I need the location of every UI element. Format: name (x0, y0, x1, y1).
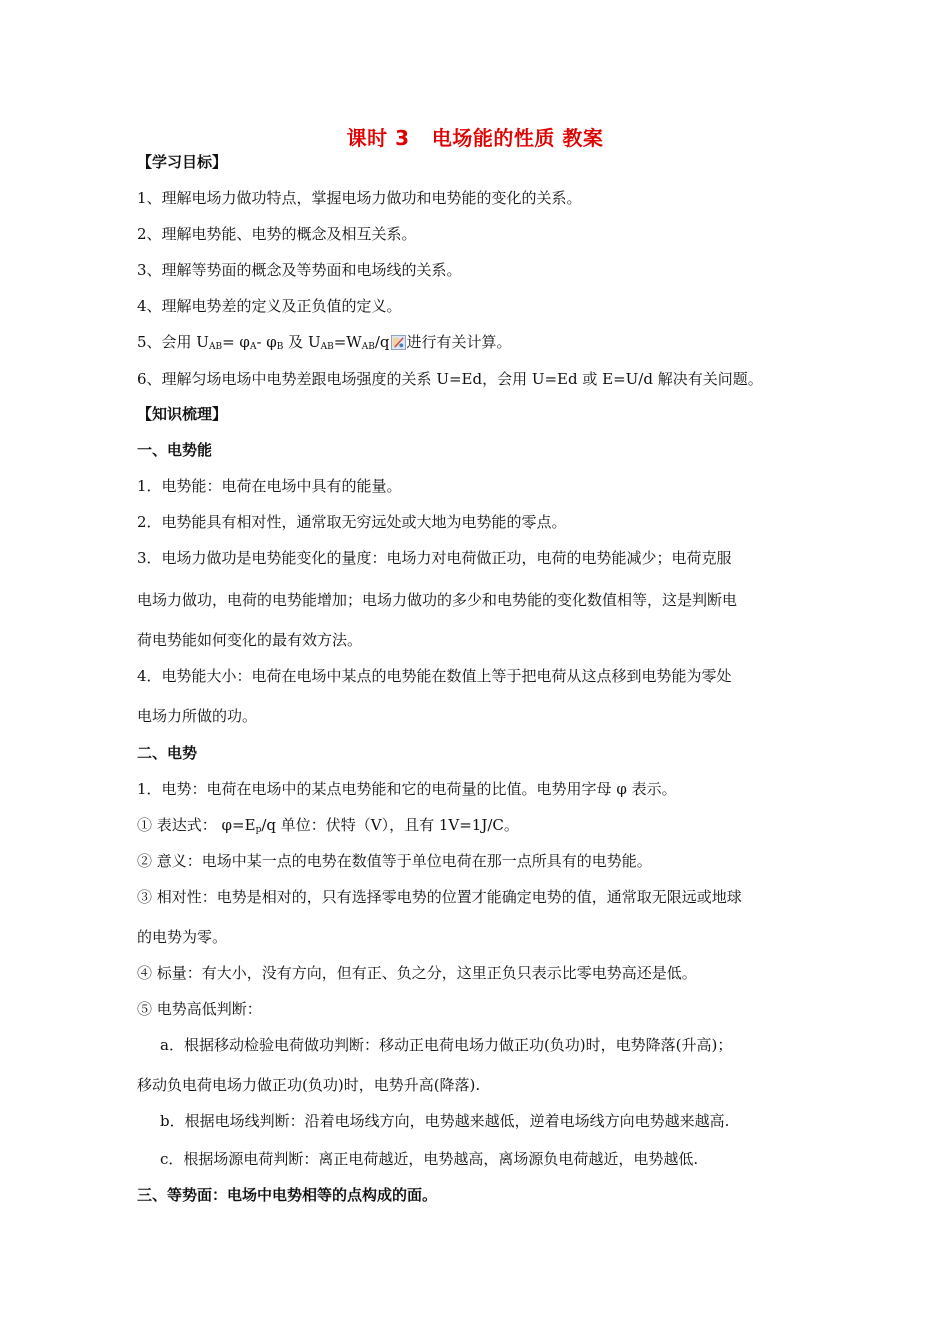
paragraph-line: a．根据移动检验电荷做功判断：移动正电荷电场力做正功(负功)时，电势降落(升高)； (160, 1036, 733, 1054)
paragraph-line: ⑤ 电势高低判断： (137, 1000, 262, 1018)
paragraph-line: 2．电势能具有相对性，通常取无穷远处或大地为电势能的零点。 (137, 513, 567, 531)
section-heading: 一、电势能 (137, 441, 213, 459)
goal-item: 2、理解电势能、电势的概念及相互关系。 (137, 225, 417, 243)
goal-item: 3、理解等势面的概念及等势面和电场线的关系。 (137, 261, 462, 279)
formula-text: =W (333, 333, 362, 351)
paragraph-line: 1．电势：电荷在电场中的某点电势能和它的电荷量的比值。电势用字母 φ 表示。 (137, 780, 677, 798)
formula-subscript: p (255, 825, 262, 835)
formula-text: ① 表达式： φ=E (137, 816, 256, 834)
paragraph-line: c．根据场源电荷判断：离正电荷越近，电势越高，离场源负电荷越近，电势越低. (160, 1150, 699, 1168)
paragraph-line: 4．电势能大小：电荷在电场中某点的电势能在数值上等于把电荷从这点移到电势能为零处 (137, 667, 732, 685)
paragraph-line: b．根据电场线判断：沿着电场线方向，电势越来越低，逆着电场线方向电势越来越高. (160, 1112, 730, 1130)
review-heading: 【知识梳理】 (137, 405, 228, 423)
formula-text: 进行有关计算。 (406, 333, 512, 351)
formula-subscript: AB (361, 342, 375, 352)
formula-subscript: B (276, 342, 284, 352)
paragraph-line: 1．电势能：电荷在电场中具有的能量。 (137, 477, 402, 495)
paragraph-line: ③ 相对性：电势是相对的，只有选择零电势的位置才能确定电势的值，通常取无限远或地球 (137, 888, 742, 906)
formula-text: /q (374, 333, 390, 351)
formula-text: - φ (256, 333, 277, 351)
page-title: 课时 3 电场能的性质 教案 (346, 126, 604, 150)
paragraph-line: 3．电场力做功是电势能变化的量度：电场力对电荷做正功，电荷的电势能减少；电荷克服 (137, 549, 732, 567)
goals-heading: 【学习目标】 (137, 153, 228, 171)
paragraph-line: 荷电势能如何变化的最有效方法。 (137, 631, 363, 649)
paragraph-line: 电场力所做的功。 (137, 707, 258, 725)
formula-text: 5、会用 U (137, 333, 209, 351)
goal-item: 1、理解电场力做功特点，掌握电场力做功和电势能的变化的关系。 (137, 189, 582, 207)
formula-subscript: AB (320, 342, 334, 352)
paragraph-line: 的电势为零。 (137, 928, 228, 946)
section-heading: 三、等势面：电场中电势相等的点构成的面。 (137, 1186, 438, 1204)
paragraph-line: ② 意义：电场中某一点的电势在数值等于单位电荷在那一点所具有的电势能。 (137, 852, 652, 870)
formula-text: /q 单位：伏特（V），且有 1V=1J/C。 (261, 816, 519, 834)
embedded-image-icon (391, 335, 406, 350)
formula-text: = φ (222, 333, 250, 351)
paragraph-line: 电场力做功，电荷的电势能增加；电场力做功的多少和电势能的变化数值相等，这是判断电 (137, 591, 738, 609)
goal-item: 4、理解电势差的定义及正负值的定义。 (137, 297, 402, 315)
section-heading: 二、电势 (137, 744, 198, 762)
formula-text: 及 U (283, 333, 321, 351)
formula-subscript: A (249, 342, 257, 352)
paragraph-line: 移动负电荷电场力做正功(负功)时，电势升高(降落). (137, 1076, 481, 1094)
goal-item-formula (137, 332, 512, 357)
goal-item: 6、理解匀场电场中电势差跟电场强度的关系 U=Ed，会用 U=Ed 或 E=U/d 解决有关问题。 (137, 370, 763, 388)
formula-subscript: AB (208, 342, 223, 352)
formula-line (137, 815, 519, 840)
paragraph-line: ④ 标量：有大小，没有方向，但有正、负之分，这里正负只表示比零电势高还是低。 (137, 964, 697, 982)
